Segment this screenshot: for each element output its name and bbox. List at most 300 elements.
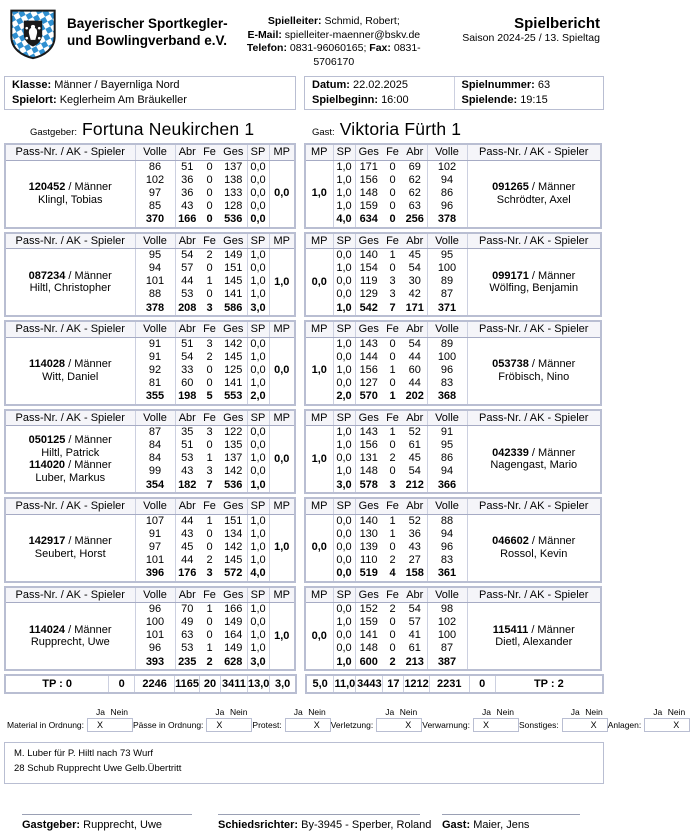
score-cell: 143 bbox=[359, 337, 378, 350]
column-header: Ges bbox=[355, 410, 382, 426]
check-item bbox=[608, 707, 690, 732]
score-cell: 4 bbox=[389, 567, 396, 579]
column-header: Abr bbox=[403, 587, 427, 603]
column-header-row bbox=[5, 144, 295, 160]
score-cell: 110 bbox=[359, 553, 378, 566]
score-cell: 145 bbox=[220, 351, 247, 364]
check-item bbox=[422, 707, 519, 732]
tp-totals-row bbox=[5, 675, 296, 693]
score-cell: 0,0 bbox=[247, 200, 269, 213]
column-header: Pass-Nr. / AK - Spieler bbox=[467, 410, 601, 426]
tp-cell: 13,0 bbox=[247, 675, 269, 693]
column-header: Abr bbox=[175, 233, 199, 249]
score-cell: 70 bbox=[181, 603, 194, 615]
score-cell: 0,0 bbox=[247, 187, 269, 200]
score-cell: 0 bbox=[206, 527, 213, 540]
score-cell: 0,0 bbox=[333, 541, 355, 554]
column-header: SP bbox=[333, 410, 355, 426]
column-header: SP bbox=[247, 144, 269, 160]
score-cell: 0 bbox=[389, 376, 396, 389]
score-cell: 182 bbox=[178, 478, 197, 491]
score-cell: 88 bbox=[427, 514, 467, 528]
tp-cell: TP : 2 bbox=[533, 678, 564, 690]
tp-cell: 3411 bbox=[220, 675, 247, 693]
nein-label: Nein bbox=[229, 707, 248, 717]
score-cell: 1,0 bbox=[333, 301, 355, 316]
score-cell: 1,0 bbox=[333, 426, 355, 440]
score-cell: 361 bbox=[427, 567, 467, 582]
column-header: Fe bbox=[199, 144, 220, 160]
score-cell: 387 bbox=[427, 655, 467, 670]
column-header: MP bbox=[305, 233, 333, 249]
score-cell: 0,0 bbox=[333, 603, 355, 617]
score-cell: 1 bbox=[389, 514, 396, 527]
guest-score-table bbox=[304, 232, 602, 318]
score-cell: 45 bbox=[181, 540, 194, 553]
player-id: 053738 / Männer bbox=[492, 358, 576, 370]
score-cell: 133 bbox=[220, 187, 247, 200]
score-cell: 1,0 bbox=[333, 160, 355, 174]
score-cell: 3 bbox=[206, 337, 213, 350]
score-cell: 0 bbox=[389, 465, 396, 477]
guest-team-label: Gast: bbox=[312, 127, 335, 138]
tp-cell: 2231 bbox=[429, 675, 469, 693]
score-cell: 101 bbox=[135, 554, 175, 567]
score-cell: 553 bbox=[220, 390, 247, 405]
match-block-6 bbox=[4, 586, 604, 672]
tp-cell: 1165 bbox=[175, 675, 200, 693]
mp-cell: 0,0 bbox=[305, 249, 333, 317]
ja-nein-header bbox=[87, 707, 133, 718]
guest-score-table bbox=[304, 143, 602, 229]
score-cell: 1 bbox=[206, 514, 213, 527]
column-header: Pass-Nr. / AK - Spieler bbox=[467, 321, 601, 337]
ja-label: Ja bbox=[96, 707, 105, 717]
score-cell: 43 bbox=[181, 527, 194, 540]
score-cell: 42 bbox=[403, 288, 427, 301]
score-cell: 1 bbox=[389, 426, 396, 438]
score-cell: 366 bbox=[427, 478, 467, 493]
column-header: Pass-Nr. / AK - Spieler bbox=[467, 498, 601, 514]
player-id: 099171 / Männer bbox=[492, 269, 576, 282]
column-header: Abr bbox=[175, 410, 199, 426]
score-cell: 0,0 bbox=[333, 249, 355, 263]
score-cell: 107 bbox=[135, 514, 175, 528]
score-cell: 81 bbox=[135, 377, 175, 390]
column-header: Volle bbox=[427, 498, 467, 514]
column-header: Volle bbox=[135, 321, 175, 337]
score-cell: 0 bbox=[206, 540, 213, 553]
score-cell: 139 bbox=[359, 540, 378, 553]
home-score-table bbox=[4, 409, 296, 495]
column-header: Volle bbox=[427, 321, 467, 337]
player-cell bbox=[5, 514, 135, 582]
check-mark: X bbox=[405, 720, 412, 730]
score-cell: 368 bbox=[427, 390, 467, 405]
score-cell: 600 bbox=[359, 655, 378, 668]
score-cell: 1,0 bbox=[247, 642, 269, 655]
column-header-row bbox=[305, 321, 601, 337]
score-cell: 128 bbox=[220, 200, 247, 213]
score-cell: 3 bbox=[206, 567, 213, 579]
score-cell: 41 bbox=[403, 629, 427, 642]
player-cell bbox=[5, 603, 135, 671]
score-cell: 628 bbox=[220, 655, 247, 670]
score-row bbox=[5, 160, 295, 174]
score-cell: 35 bbox=[181, 426, 194, 438]
check-label: Material in Ordnung: bbox=[7, 720, 85, 730]
player-cell bbox=[467, 514, 601, 582]
score-cell: 43 bbox=[181, 465, 194, 477]
score-cell: 1,0 bbox=[247, 275, 269, 288]
score-cell: 54 bbox=[403, 337, 427, 351]
signature-row bbox=[22, 814, 608, 831]
score-cell: 84 bbox=[135, 452, 175, 465]
score-cell: 96 bbox=[427, 364, 467, 377]
score-cell: 54 bbox=[403, 262, 427, 275]
score-cell: 100 bbox=[427, 262, 467, 275]
score-cell: 100 bbox=[427, 629, 467, 642]
score-cell: 0 bbox=[206, 288, 213, 300]
score-cell: 83 bbox=[427, 377, 467, 390]
score-cell: 0 bbox=[206, 173, 213, 186]
score-cell: 7 bbox=[206, 478, 213, 491]
tp-cell: 5,0 bbox=[306, 675, 334, 693]
column-header-row bbox=[5, 587, 295, 603]
score-cell: 2 bbox=[389, 603, 396, 615]
column-header: MP bbox=[305, 498, 333, 514]
score-cell: 578 bbox=[359, 478, 378, 491]
column-header: Ges bbox=[220, 587, 247, 603]
score-cell: 87 bbox=[135, 426, 175, 440]
column-header: Volle bbox=[135, 233, 175, 249]
score-cell: 135 bbox=[220, 439, 247, 452]
tp-cell: 3443 bbox=[356, 675, 383, 693]
tp-cell: 11,0 bbox=[334, 675, 356, 693]
score-cell: 53 bbox=[181, 288, 194, 300]
column-header: SP bbox=[247, 587, 269, 603]
score-cell: 94 bbox=[427, 174, 467, 187]
check-label: Protest: bbox=[252, 720, 282, 730]
guest-score-table bbox=[304, 586, 602, 672]
check-label: Anlagen: bbox=[607, 720, 642, 730]
score-cell: 1,0 bbox=[333, 200, 355, 213]
check-mark: X bbox=[97, 720, 104, 730]
ja-nein-header bbox=[206, 707, 252, 718]
check-box bbox=[376, 718, 422, 732]
score-cell: 0,0 bbox=[247, 364, 269, 377]
score-cell: 129 bbox=[359, 288, 378, 300]
ja-nein-header bbox=[562, 707, 608, 718]
column-header: Volle bbox=[135, 410, 175, 426]
column-header: Volle bbox=[427, 587, 467, 603]
column-header: Pass-Nr. / AK - Spieler bbox=[467, 587, 601, 603]
column-header: Pass-Nr. / AK - Spieler bbox=[467, 144, 601, 160]
score-row bbox=[5, 514, 295, 528]
score-cell: 61 bbox=[403, 642, 427, 655]
score-cell: 1,0 bbox=[247, 528, 269, 541]
score-cell: 0 bbox=[389, 213, 396, 225]
player-cell bbox=[5, 337, 135, 405]
score-cell: 140 bbox=[359, 514, 378, 527]
score-cell: 3 bbox=[206, 426, 213, 438]
check-label: Verwarnung: bbox=[422, 720, 470, 730]
score-cell: 355 bbox=[135, 390, 175, 405]
check-label: Pässe in Ordnung: bbox=[133, 720, 204, 730]
column-header: SP bbox=[247, 410, 269, 426]
ja-nein-header bbox=[376, 707, 422, 718]
score-cell: 62 bbox=[403, 174, 427, 187]
score-cell: 45 bbox=[403, 452, 427, 465]
score-cell: 3 bbox=[206, 301, 213, 314]
column-header: Fe bbox=[382, 587, 403, 603]
score-cell: 44 bbox=[181, 553, 194, 566]
season-subtitle: Saison 2024-25 / 13. Spieltag bbox=[462, 32, 600, 44]
score-cell: 51 bbox=[181, 160, 194, 173]
mp-cell: 1,0 bbox=[274, 629, 290, 642]
score-cell: 2,0 bbox=[333, 390, 355, 405]
player-name: Rossol, Kevin bbox=[500, 547, 568, 560]
score-cell: 156 bbox=[359, 173, 378, 186]
score-cell: 131 bbox=[359, 452, 378, 464]
column-header-row bbox=[305, 144, 601, 160]
score-cell: 91 bbox=[135, 528, 175, 541]
column-header: Volle bbox=[135, 144, 175, 160]
score-cell: 36 bbox=[403, 528, 427, 541]
home-team-title bbox=[4, 119, 304, 140]
score-cell: 171 bbox=[403, 301, 427, 316]
score-cell: 96 bbox=[427, 541, 467, 554]
score-cell: 164 bbox=[220, 629, 247, 642]
score-cell: 141 bbox=[220, 288, 247, 301]
column-header: Fe bbox=[382, 233, 403, 249]
score-cell: 0,0 bbox=[247, 174, 269, 187]
column-header: SP bbox=[247, 321, 269, 337]
page-title: Spielbericht bbox=[514, 15, 600, 32]
mp-cell: 1,0 bbox=[274, 541, 290, 553]
score-cell: 43 bbox=[403, 541, 427, 554]
score-row bbox=[305, 337, 601, 351]
score-cell: 97 bbox=[135, 187, 175, 200]
score-cell: 4,0 bbox=[247, 567, 269, 582]
column-header: Ges bbox=[220, 410, 247, 426]
guest-score-table bbox=[304, 409, 602, 495]
column-header: Ges bbox=[355, 498, 382, 514]
check-box bbox=[473, 718, 519, 732]
score-cell: 0 bbox=[206, 186, 213, 199]
score-cell: 102 bbox=[427, 160, 467, 174]
column-header: SP bbox=[333, 144, 355, 160]
score-cell: 33 bbox=[181, 363, 194, 376]
tp-cell: 2246 bbox=[135, 675, 175, 693]
column-header: Volle bbox=[427, 144, 467, 160]
score-cell: 0 bbox=[206, 213, 213, 225]
check-mark: X bbox=[313, 720, 320, 730]
player-name: Rupprecht, Uwe bbox=[30, 636, 110, 648]
score-cell: 256 bbox=[403, 213, 427, 228]
player-name: Wölfing, Benjamin bbox=[489, 282, 579, 294]
score-cell: 63 bbox=[181, 629, 194, 641]
score-cell: 101 bbox=[135, 275, 175, 288]
column-header: MP bbox=[305, 587, 333, 603]
score-cell: 86 bbox=[427, 187, 467, 200]
ja-label: Ja bbox=[570, 707, 580, 717]
score-cell: 2 bbox=[389, 452, 396, 464]
score-cell: 100 bbox=[135, 616, 175, 629]
score-cell: 3 bbox=[389, 288, 396, 300]
score-cell: 0 bbox=[206, 439, 213, 451]
score-cell: 152 bbox=[359, 603, 378, 615]
tp-cell: 1212 bbox=[404, 675, 429, 693]
score-cell: 1 bbox=[389, 527, 396, 540]
nein-label: Nein bbox=[496, 707, 514, 717]
tp-cell: 3,0 bbox=[275, 678, 291, 690]
score-cell: 145 bbox=[220, 275, 247, 288]
score-cell: 570 bbox=[359, 390, 378, 402]
score-cell: 0 bbox=[389, 616, 396, 628]
column-header: Ges bbox=[220, 321, 247, 337]
player-id: 120452 / Männer bbox=[28, 181, 112, 193]
score-cell: 0,0 bbox=[247, 465, 269, 478]
score-cell: 3,0 bbox=[247, 301, 269, 316]
comment-line: 28 Schub Rupprecht Uwe Gelb.Übertritt bbox=[14, 763, 182, 774]
score-cell: 0,0 bbox=[247, 213, 269, 228]
score-cell: 96 bbox=[135, 642, 175, 655]
score-cell: 5 bbox=[206, 390, 213, 402]
score-cell: 84 bbox=[135, 439, 175, 452]
comment-box bbox=[4, 742, 604, 784]
column-header: Fe bbox=[382, 410, 403, 426]
score-cell: 371 bbox=[427, 301, 467, 316]
player-id: 114028 / Männer bbox=[28, 358, 112, 370]
score-cell: 30 bbox=[403, 275, 427, 288]
score-cell: 1,0 bbox=[247, 478, 269, 493]
tp-cell: 0 bbox=[109, 675, 135, 693]
score-cell: 2,0 bbox=[247, 390, 269, 405]
mp-cell: 0,0 bbox=[274, 452, 290, 465]
score-cell: 166 bbox=[220, 603, 247, 617]
home-score-table bbox=[4, 232, 296, 318]
score-cell: 1,0 bbox=[333, 655, 355, 670]
column-header: MP bbox=[269, 587, 295, 603]
score-cell: 2 bbox=[206, 249, 213, 261]
score-cell: 52 bbox=[403, 514, 427, 528]
column-header: Ges bbox=[220, 233, 247, 249]
player-name: Luber, Markus bbox=[35, 471, 106, 484]
score-cell: 54 bbox=[403, 603, 427, 617]
score-row bbox=[305, 160, 601, 174]
guest-score-table bbox=[304, 320, 602, 406]
check-box bbox=[562, 718, 608, 732]
ja-nein-header bbox=[644, 707, 690, 718]
guest-team-name: Viktoria Fürth 1 bbox=[339, 119, 462, 139]
score-cell: 212 bbox=[403, 478, 427, 493]
score-cell: 54 bbox=[181, 249, 194, 261]
ja-label: Ja bbox=[653, 707, 663, 717]
score-cell: 94 bbox=[427, 465, 467, 478]
check-strip bbox=[7, 707, 686, 732]
player-id: 091265 / Männer bbox=[492, 181, 576, 193]
player-id: 050125 / Männer bbox=[28, 434, 112, 446]
check-box bbox=[206, 718, 252, 732]
score-cell: 151 bbox=[220, 262, 247, 275]
score-cell: 57 bbox=[181, 262, 194, 274]
score-cell: 0,0 bbox=[333, 377, 355, 390]
column-header: Abr bbox=[403, 321, 427, 337]
column-header: Pass-Nr. / AK - Spieler bbox=[5, 233, 135, 249]
score-cell: 378 bbox=[135, 301, 175, 316]
score-cell: 141 bbox=[220, 377, 247, 390]
score-cell: 143 bbox=[359, 426, 378, 438]
score-cell: 0,0 bbox=[247, 262, 269, 275]
score-cell: 44 bbox=[181, 514, 194, 527]
score-row bbox=[5, 337, 295, 351]
column-header: Pass-Nr. / AK - Spieler bbox=[5, 321, 135, 337]
score-cell: 52 bbox=[403, 426, 427, 440]
score-cell: 0 bbox=[206, 629, 213, 641]
score-cell: 396 bbox=[135, 567, 175, 582]
player-id: 042339 / Männer bbox=[492, 446, 576, 459]
check-label: Verletzung: bbox=[330, 720, 374, 730]
score-cell: 0 bbox=[206, 616, 213, 628]
column-header: Abr bbox=[175, 498, 199, 514]
score-cell: 1,0 bbox=[333, 439, 355, 452]
score-row bbox=[305, 603, 601, 617]
score-cell: 3 bbox=[389, 478, 396, 491]
column-header: MP bbox=[269, 321, 295, 337]
mp-cell: 0,0 bbox=[274, 187, 290, 199]
tp-cell: 0 bbox=[469, 675, 495, 693]
score-cell: 142 bbox=[220, 337, 247, 351]
score-row bbox=[5, 603, 295, 617]
score-cell: 138 bbox=[220, 174, 247, 187]
player-cell bbox=[467, 249, 601, 317]
team-points-row bbox=[4, 674, 604, 694]
column-header: Volle bbox=[135, 587, 175, 603]
mp-cell: 1,0 bbox=[305, 337, 333, 405]
score-cell: 91 bbox=[135, 351, 175, 364]
column-header: SP bbox=[247, 498, 269, 514]
score-cell: 156 bbox=[359, 439, 378, 451]
score-cell: 0,0 bbox=[333, 452, 355, 465]
column-header: Abr bbox=[403, 233, 427, 249]
score-cell: 0 bbox=[206, 160, 213, 173]
match-info bbox=[4, 76, 604, 110]
mp-cell: 0,0 bbox=[274, 364, 290, 376]
column-header: Fe bbox=[199, 410, 220, 426]
score-cell: 2 bbox=[206, 350, 213, 363]
score-cell: 1 bbox=[206, 642, 213, 654]
check-box bbox=[87, 718, 133, 732]
player-id: 115411 / Männer bbox=[492, 623, 575, 636]
player-name: Hiltl, Christopher bbox=[29, 282, 111, 294]
score-cell: 0,0 bbox=[333, 642, 355, 655]
column-header-row bbox=[305, 233, 601, 249]
score-cell: 0 bbox=[206, 376, 213, 389]
score-cell: 0 bbox=[206, 199, 213, 212]
score-cell: 92 bbox=[135, 364, 175, 377]
column-header-row bbox=[5, 233, 295, 249]
score-cell: 536 bbox=[220, 478, 247, 493]
score-cell: 0 bbox=[389, 173, 396, 186]
column-header: MP bbox=[305, 410, 333, 426]
bskv-crest-icon bbox=[8, 8, 58, 60]
mp-cell: 0,0 bbox=[305, 603, 333, 671]
column-header-row bbox=[305, 498, 601, 514]
column-header: SP bbox=[333, 498, 355, 514]
score-cell: 519 bbox=[359, 567, 378, 579]
score-cell: 0,0 bbox=[333, 351, 355, 364]
